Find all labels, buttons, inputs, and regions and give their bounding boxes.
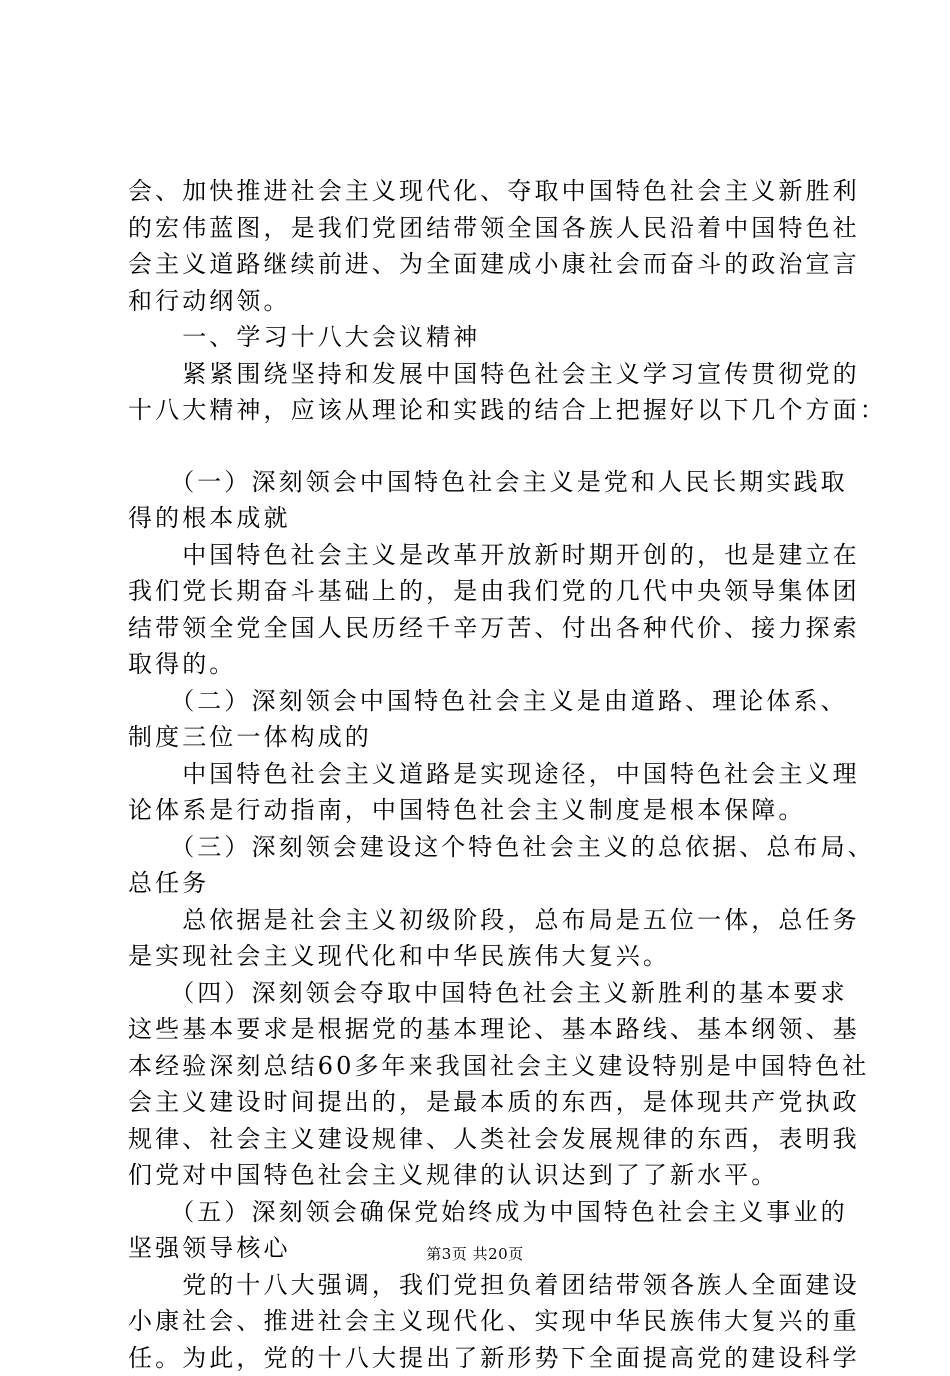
text-line: 论体系是行动指南，中国特色社会主义制度是根本保障。	[128, 792, 828, 829]
text-line: 中国特色社会主义是改革开放新时期开创的，也是建立在	[128, 537, 828, 574]
text-line: 紧紧围绕坚持和发展中国特色社会主义学习宣传贯彻党的	[128, 356, 828, 393]
text-line: （一）深刻领会中国特色社会主义是党和人民长期实践取	[128, 464, 828, 501]
text-line: 十八大精神，应该从理论和实践的结合上把握好以下几个方面：	[128, 392, 828, 429]
text-line: 会主义道路继续前进、为全面建成小康社会而奋斗的政治宣言	[128, 246, 828, 283]
text-line: 中国特色社会主义道路是实现途径，中国特色社会主义理	[128, 756, 828, 793]
text-line: （二）深刻领会中国特色社会主义是由道路、理论体系、	[128, 683, 828, 720]
document-body	[128, 173, 828, 1376]
paragraph-block-intro	[128, 173, 828, 429]
text-line: 结带领全党全国人民历经千辛万苦、付出各种代价、接力探索	[128, 610, 828, 647]
text-line: （四）深刻领会夺取中国特色社会主义新胜利的基本要求	[128, 975, 828, 1012]
page-footer: 第3页 共20页	[0, 1243, 950, 1264]
text-line: 一、学习十八大会议精神	[128, 319, 828, 356]
text-line: 得的根本成就	[128, 500, 828, 537]
text-line: （三）深刻领会建设这个特色社会主义的总依据、总布局、	[128, 829, 828, 866]
text-line: 是实现社会主义现代化和中华民族伟大复兴。	[128, 938, 828, 975]
text-line: 任。为此，党的十八大提出了新形势下全面提高党的建设科学	[128, 1340, 828, 1376]
text-line: 规律、社会主义建设规律、人类社会发展规律的东西，表明我	[128, 1121, 828, 1158]
text-line: 和行动纲领。	[128, 283, 828, 320]
text-line: 本经验深刻总结60多年来我国社会主义建设特别是中国特色社	[128, 1048, 828, 1085]
text-line: 党的十八大强调，我们党担负着团结带领各族人全面建设	[128, 1267, 828, 1304]
text-line: 小康社会、推进社会主义现代化、实现中华民族伟大复兴的重	[128, 1303, 828, 1340]
text-line: 总依据是社会主义初级阶段，总布局是五位一体，总任务	[128, 902, 828, 939]
text-line: 会、加快推进社会主义现代化、夺取中国特色社会主义新胜利	[128, 173, 828, 210]
text-line: 会主义建设时间提出的，是最本质的东西，是体现共产党执政	[128, 1084, 828, 1121]
text-line: （五）深刻领会确保党始终成为中国特色社会主义事业的	[128, 1194, 828, 1231]
text-line: 这些基本要求是根据党的基本理论、基本路线、基本纲领、基	[128, 1011, 828, 1048]
text-line: 我们党长期奋斗基础上的，是由我们党的几代中央领导集体团	[128, 573, 828, 610]
text-line: 总任务	[128, 865, 828, 902]
paragraph-block-main	[128, 464, 828, 1376]
text-line: 的宏伟蓝图，是我们党团结带领全国各族人民沿着中国特色社	[128, 210, 828, 247]
text-line: 坚强领导核心	[128, 1230, 828, 1267]
text-line: 们党对中国特色社会主义规律的认识达到了了新水平。	[128, 1157, 828, 1194]
text-line: 取得的。	[128, 646, 828, 683]
blank-line	[128, 429, 828, 464]
text-line: 制度三位一体构成的	[128, 719, 828, 756]
